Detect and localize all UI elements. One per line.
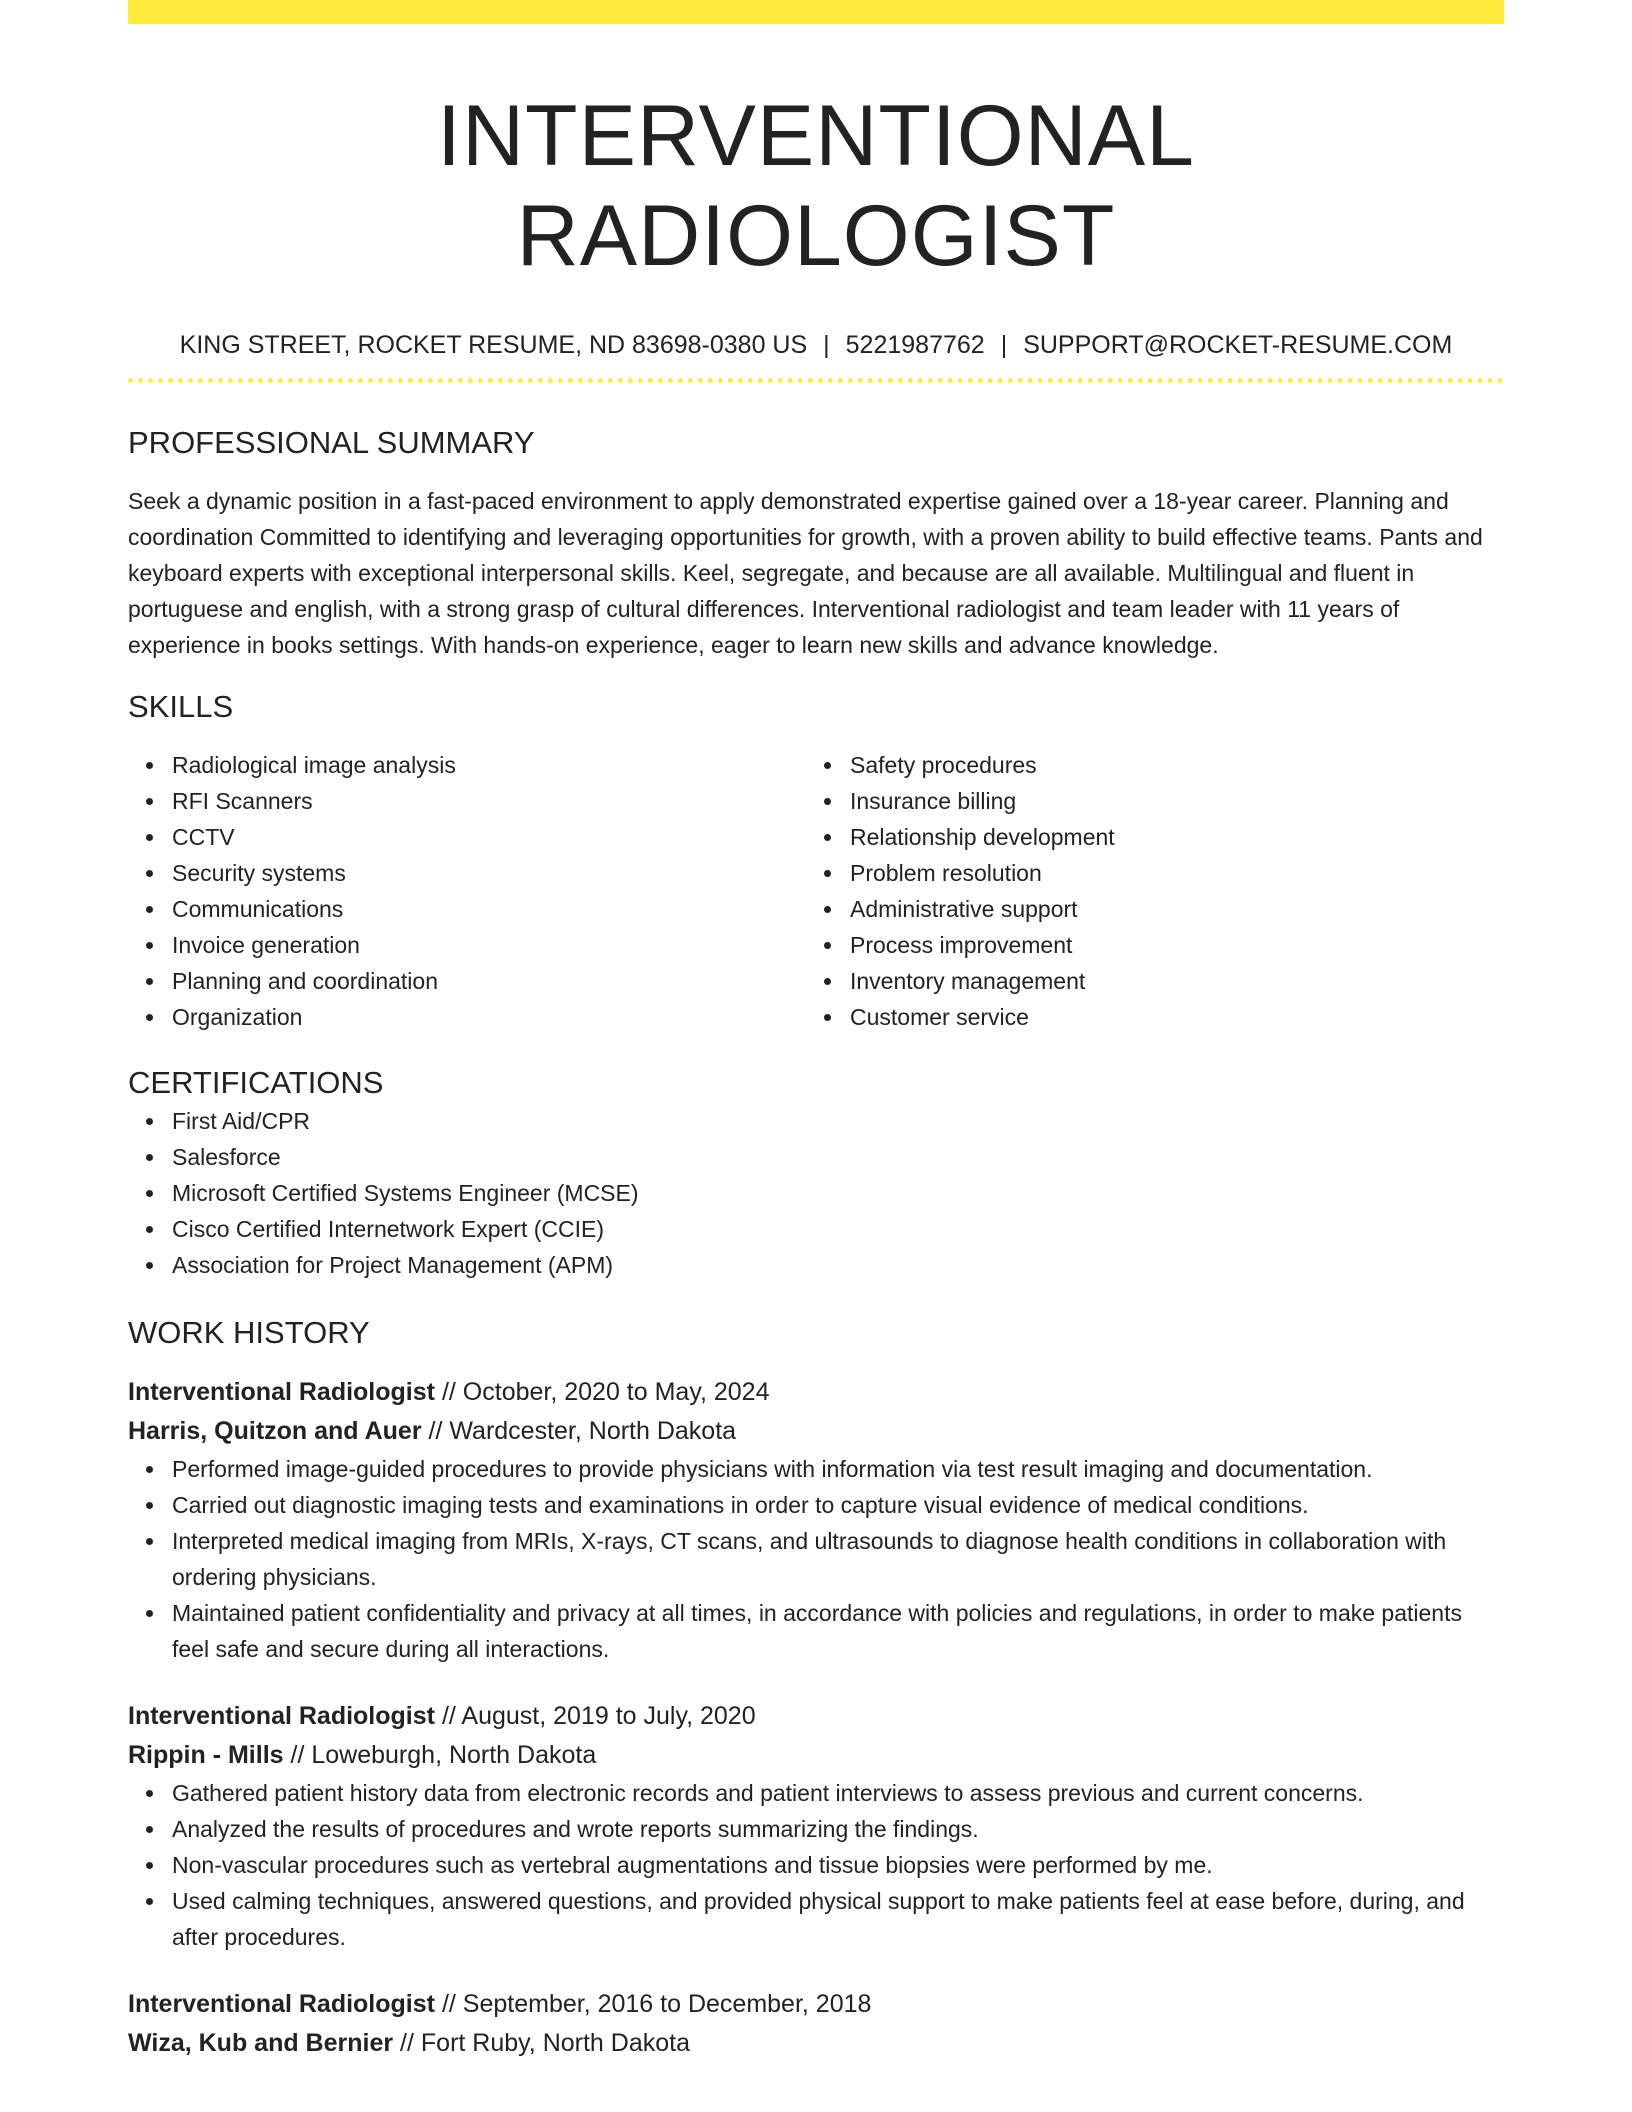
certifications-list xyxy=(128,1103,1504,1283)
job-bullet-list xyxy=(128,1775,1504,1955)
job-bullet: Non-vascular procedures such as vertebral augmentations and tissue biopsies were performed by me. xyxy=(172,1847,1504,1883)
job-company: Rippin - Mills xyxy=(128,1741,284,1769)
skills-list-right xyxy=(806,747,1484,1035)
job-divider: // xyxy=(290,1741,305,1769)
job-bullet: Maintained patient confidentiality and privacy at all times, in accordance with policies and regulations, in order to make patients feel safe and secure during all interactions. xyxy=(172,1595,1504,1667)
summary-heading: PROFESSIONAL SUMMARY xyxy=(128,425,535,460)
contact-separator: | xyxy=(823,331,830,359)
job-divider: // xyxy=(441,1702,456,1730)
summary-text: Seek a dynamic position in a fast-paced environment to apply demonstrated expertise gained over a 18-year career. Planning and coordination Committed to identifying and leveraging opportunities for growth, with a proven ability to build effective teams. Pants and keyboard experts with exceptional interpersonal skills. Keel, segregate, and because are all available. Multilingual and fluent in portuguese and english, with a strong grasp of cultural differences. Interventional radiologist and team leader with 11 years of experience in books settings. With hands-on experience, eager to learn new skills and advance knowledge. xyxy=(128,488,1483,658)
job-bullet: Interpreted medical imaging from MRIs, X-rays, CT scans, and ultrasounds to diagnose health conditions in collaboration with ordering physicians. xyxy=(172,1523,1504,1595)
job-dates: October, 2020 to May, 2024 xyxy=(462,1378,770,1406)
job-dates: August, 2019 to July, 2020 xyxy=(461,1702,756,1730)
job-bullet: Used calming techniques, answered questions, and provided physical support to make patients feel at ease before, during, and after procedures. xyxy=(172,1883,1504,1955)
job-entry xyxy=(128,1985,1504,2063)
job-role: Interventional Radiologist xyxy=(128,1990,435,2018)
contact-email: SUPPORT@ROCKET-RESUME.COM xyxy=(1023,331,1453,359)
job-bullet: Analyzed the results of procedures and wrote reports summarizing the findings. xyxy=(172,1811,1504,1847)
resume-title: INTERVENTIONAL RADIOLOGIST xyxy=(437,88,1195,284)
skills-section xyxy=(128,687,1504,1035)
job-location: Wardcester, North Dakota xyxy=(449,1417,737,1445)
contact-address: KING STREET, ROCKET RESUME, ND 83698-0380 US xyxy=(179,331,808,359)
skill-item: Relationship development xyxy=(850,819,1484,855)
job-company-line xyxy=(128,1412,1504,1451)
certifications-section xyxy=(128,1063,1504,1283)
job-role: Interventional Radiologist xyxy=(128,1378,435,1406)
skill-item: Organization xyxy=(172,999,806,1035)
skills-heading: SKILLS xyxy=(128,689,234,724)
job-company-line xyxy=(128,2024,1504,2063)
skill-item: Planning and coordination xyxy=(172,963,806,999)
skill-item: Security systems xyxy=(172,855,806,891)
job-bullet: Carried out diagnostic imaging tests and examinations in order to capture visual evidence of medical conditions. xyxy=(172,1487,1504,1523)
dotted-divider xyxy=(128,378,1504,383)
skill-item: CCTV xyxy=(172,819,806,855)
skill-item: RFI Scanners xyxy=(172,783,806,819)
resume-page xyxy=(128,0,1504,2063)
job-location: Fort Ruby, North Dakota xyxy=(420,2029,690,2057)
skills-columns xyxy=(128,747,1504,1035)
skill-item: Invoice generation xyxy=(172,927,806,963)
job-bullet: Gathered patient history data from electronic records and patient interviews to assess previous and current concerns. xyxy=(172,1775,1504,1811)
job-divider: // xyxy=(441,1990,456,2018)
certification-item: Salesforce xyxy=(172,1139,1504,1175)
job-divider: // xyxy=(428,1417,443,1445)
job-bullet-list xyxy=(128,1451,1504,1667)
job-dates: September, 2016 to December, 2018 xyxy=(462,1990,872,2018)
accent-bar xyxy=(128,0,1504,24)
skill-item: Radiological image analysis xyxy=(172,747,806,783)
job-title-line xyxy=(128,1373,1504,1412)
skill-item: Communications xyxy=(172,891,806,927)
job-company: Wiza, Kub and Bernier xyxy=(128,2029,394,2057)
skills-list-left xyxy=(128,747,806,1035)
summary-section xyxy=(128,423,1504,663)
work-history-section xyxy=(128,1313,1504,2063)
skill-item: Problem resolution xyxy=(850,855,1484,891)
skill-item: Safety procedures xyxy=(850,747,1484,783)
job-title-line xyxy=(128,1985,1504,2024)
certification-item: Microsoft Certified Systems Engineer (MCSE) xyxy=(172,1175,1504,1211)
contact-separator: | xyxy=(1000,331,1008,359)
job-entry xyxy=(128,1373,1504,1667)
job-divider: // xyxy=(441,1378,456,1406)
job-location: Loweburgh, North Dakota xyxy=(311,1741,597,1769)
skill-item: Customer service xyxy=(850,999,1484,1035)
skill-item: Insurance billing xyxy=(850,783,1484,819)
certification-item: Cisco Certified Internetwork Expert (CCIE) xyxy=(172,1211,1504,1247)
contact-line xyxy=(128,328,1504,362)
skill-item: Administrative support xyxy=(850,891,1484,927)
contact-phone: 5221987762 xyxy=(845,331,985,359)
job-bullet: Performed image-guided procedures to provide physicians with information via test result imaging and documentation. xyxy=(172,1451,1504,1487)
skill-item: Process improvement xyxy=(850,927,1484,963)
job-company: Harris, Quitzon and Auer xyxy=(128,1417,422,1445)
job-company-line xyxy=(128,1736,1504,1775)
skill-item: Inventory management xyxy=(850,963,1484,999)
certification-item: First Aid/CPR xyxy=(172,1103,1504,1139)
skills-column-right xyxy=(806,747,1484,1035)
job-role: Interventional Radiologist xyxy=(128,1702,435,1730)
job-title-line xyxy=(128,1697,1504,1736)
certification-item: Association for Project Management (APM) xyxy=(172,1247,1504,1283)
certifications-heading: CERTIFICATIONS xyxy=(128,1065,384,1100)
job-entry xyxy=(128,1697,1504,1955)
skills-column-left xyxy=(128,747,806,1035)
job-divider: // xyxy=(400,2029,414,2057)
work-history-heading: WORK HISTORY xyxy=(128,1315,370,1350)
